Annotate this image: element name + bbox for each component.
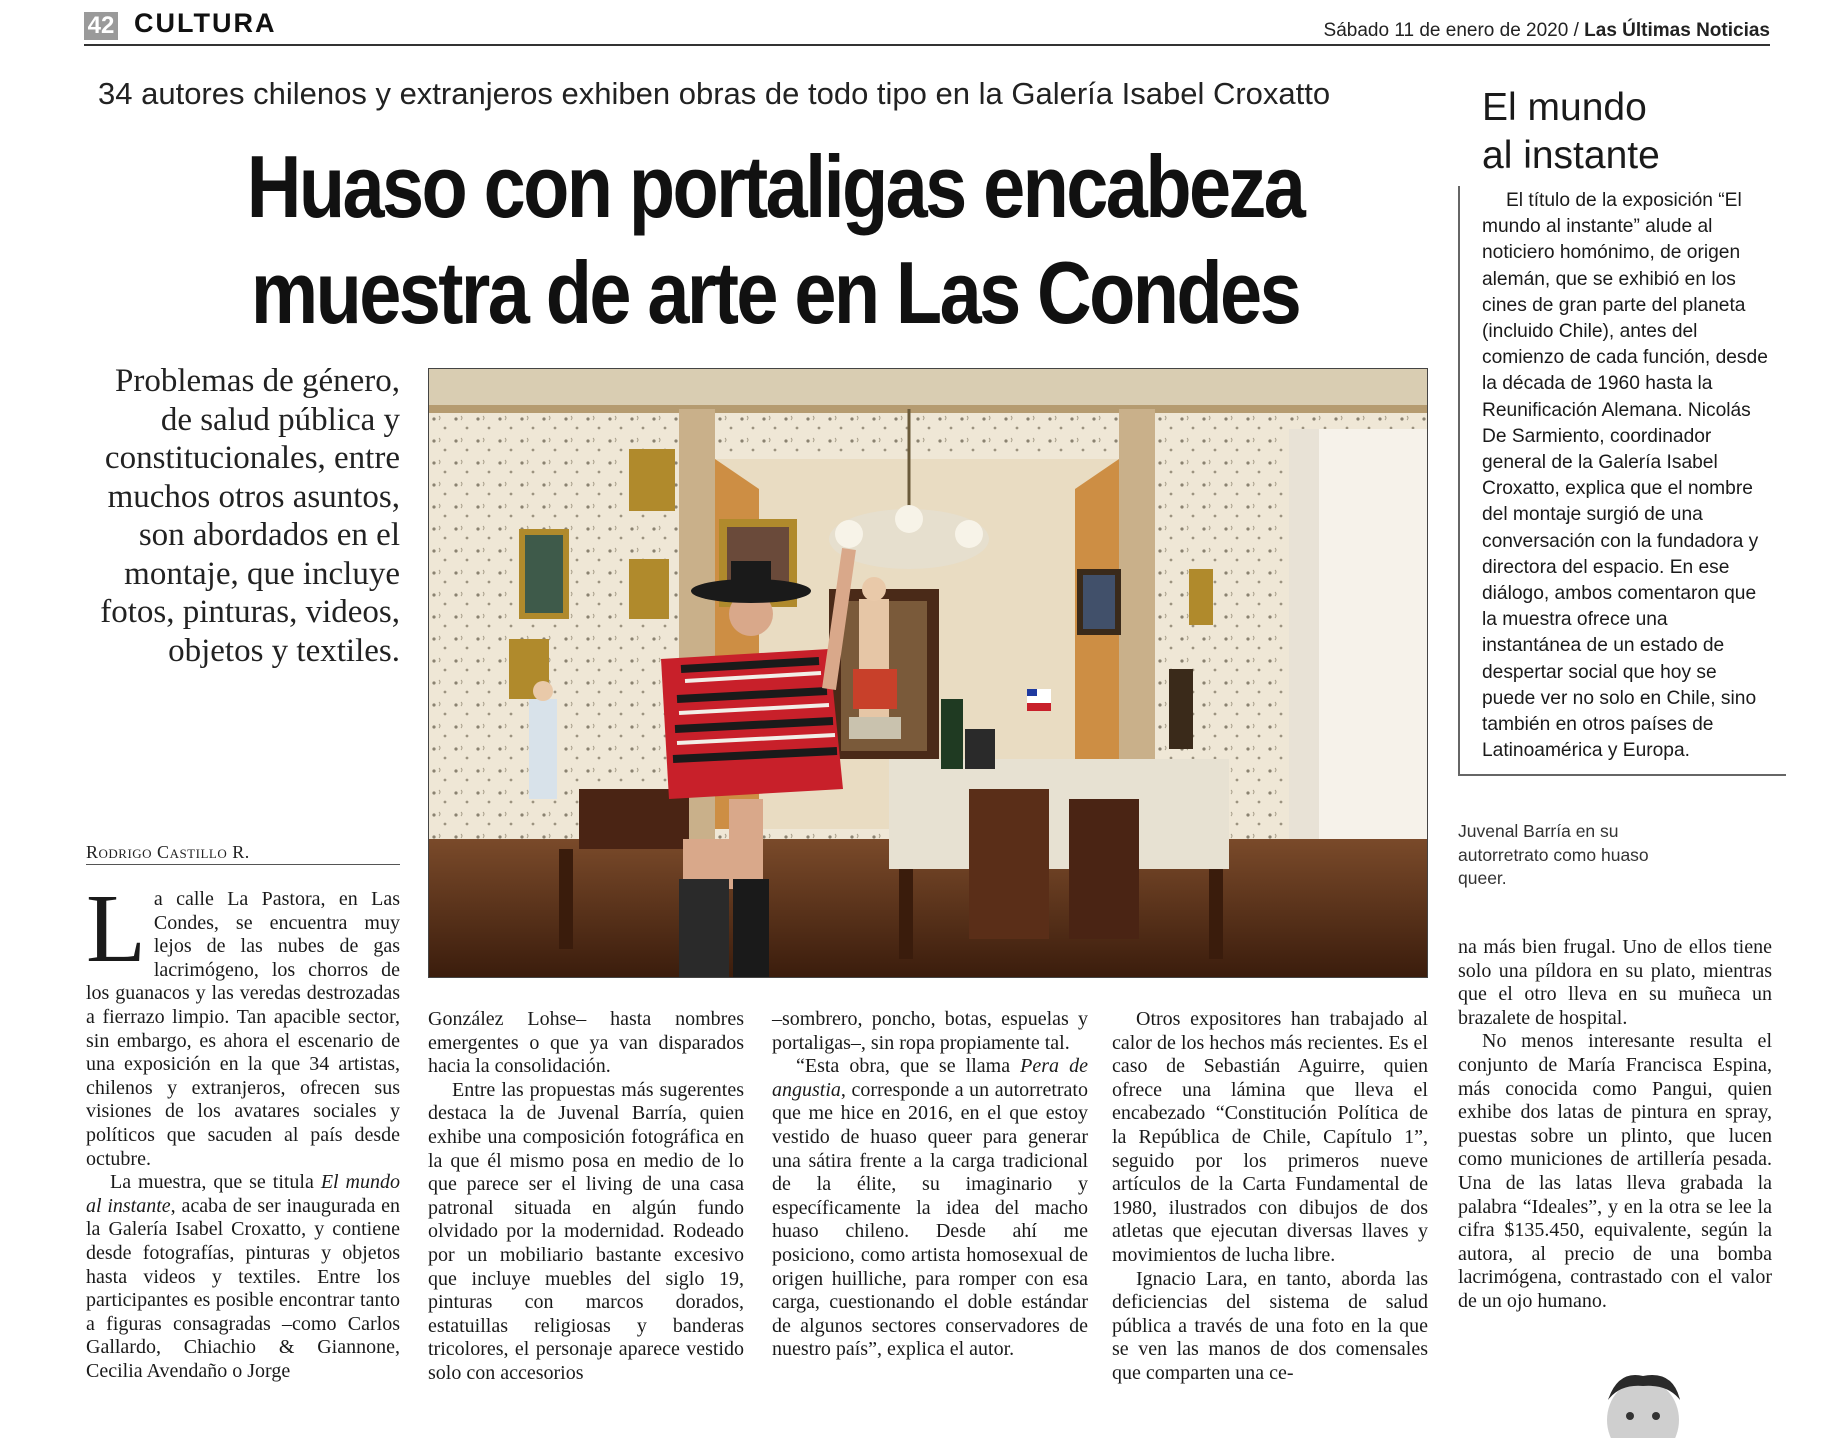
portrait-illustration	[1588, 1370, 1698, 1438]
paragraph-text: La muestra, que se titula	[110, 1171, 321, 1194]
paragraph: na más bien frugal. Uno de ellos tiene solo una píldora en su plato, mientras que el otro lleva en su muñeca un brazalete de hospital.	[1458, 936, 1772, 1029]
body-column-1	[86, 875, 401, 1383]
paragraph-text: , corresponde a un autorretrato que me hice en 2016, en el que estoy vestido de huaso queer para generar una sátira frente a la carga tradicional de la élite, su imaginario y específicamente la idea del macho huaso chileno. Desde ahí me posiciono, como artista homosexual de origen huilliche, para romper con esa carga, cuestionando el doble estándar de algunos sectores conservadores de nuestro país”, explica el autor.	[772, 1078, 1088, 1361]
byline: Rodrigo Castillo R.	[86, 842, 250, 862]
artwork-title: Pera de angustia	[772, 1055, 1088, 1101]
header-rule	[84, 44, 1770, 46]
columnist-portrait	[1588, 1370, 1698, 1438]
sidebar-title-line-2: al instante	[1482, 134, 1660, 177]
body-column-4	[1112, 1008, 1428, 1386]
paragraph: No menos interesante resulta el conjunto de María Francisca Espina, más conocida como Pangui, quien exhibe dos latas de pintura en spray, puestas sobre un plinto, que lucen como municiones de artillería pesada. Una de las latas lleva grabada la palabra “Ideales”, y en la otra se lee la cifra $135.450, equivalente, según la autora, al precio de una bomba lacrimógena, contrastado con el valor de un ojo humano.	[1458, 1030, 1772, 1312]
paragraph: –sombrero, poncho, botas, espuelas y portaligas–, sin ropa propiamente tal.	[772, 1008, 1088, 1054]
body-column-3	[772, 1008, 1088, 1362]
deck: Problemas de género, de salud pública y constitucionales, entre muchos otros asuntos, son abordados en el montaje, que incluye fotos, pinturas, videos, objetos y textiles.	[100, 363, 400, 669]
paragraph: Entre las propuestas más sugerentes destaca la de Juvenal Barría, quien exhibe una composición fotográfica en la que él mismo posa en medio de lo que parece ser el living de una casa patronal situada en algún fundo olvidado por la modernidad. Rodeado por un mobiliario bastante excesivo que incluye muebles del siglo 19, pinturas con marcos dorados, estatuillas religiosas y banderas tricolores, el personaje aparece vestido solo con accesorios	[428, 1078, 744, 1384]
paragraph: Ignacio Lara, en tanto, aborda las deficiencias del sistema de salud pública a través de una foto en la que se ven las manos de dos comensales que comparten una ce-	[1112, 1267, 1428, 1384]
headline-line-2: muestra de arte en Las Condes	[250, 243, 1300, 342]
paragraph: Otros expositores han trabajado al calor de los hechos más recientes. Es el caso de Sebastián Aguirre, quien ofrece una lámina que lleva el encabezado “Constitución Política de la República de Chile, Capítulo 1”, seguido por los primeros nueve artículos de la Carta Fundamental de 1980, ilustrados con dibujos de dos atletas que ejecutan diversas llaves y movimientos de lucha libre.	[1112, 1008, 1428, 1266]
paragraph: González Lohse– hasta nombres emergentes o que ya van disparados hacia la consolidación.	[428, 1008, 744, 1078]
byline-rule	[86, 864, 400, 865]
paragraph	[86, 1171, 400, 1383]
sidebar-paragraph: El título de la exposición “El mundo al instante” alude al noticiero homónimo, de origen alemán, que se exhibió en los cines de gran parte del planeta (incluido Chile), antes del comienzo de cada función, desde la década de 1960 hasta la Reunificación Alemana. Nicolás De Sarmiento, coordinador general de la Galería Isabel Croxatto, explica que el nombre del montaje surgió de una conversación con la fundadora y directora del espacio. En ese diálogo, ambos comentaron que la muestra ofrece una instantánea de un estado de despertar social que hoy se puede ver no solo en Chile, sino también en otros países de Latinoamérica y Europa.	[1482, 190, 1768, 762]
body-column-2	[428, 1008, 744, 1386]
section-name: CULTURA	[134, 8, 277, 38]
drop-cap: L	[86, 875, 146, 983]
paragraph-text: a calle La Pastora, en Las Condes, se encuentra muy lejos de las nubes de gas lacrimógeno, los chorros de los guanacos y las veredas destrozadas a fierrazo limpio. Tan apacible sector, sin embargo, es ahora el escenario de una exposición en la que 34 artistas, chilenos y extranjeros, ofrecen sus visiones de los avatares sociales y políticos que sacuden al país desde octubre.	[86, 888, 400, 1170]
paragraph-text: “Esta obra, que se llama	[796, 1055, 1021, 1078]
photo-caption: Juvenal Barría en su autorretrato como huaso queer.	[1458, 821, 1649, 888]
kicker: 34 autores chilenos y extranjeros exhiben obras de todo tipo en la Galería Isabel Croxatto	[98, 76, 1331, 111]
photo-illustration	[429, 369, 1428, 978]
sidebar-body	[1482, 188, 1772, 764]
body-column-5	[1458, 936, 1772, 1314]
dateline-separator: /	[1573, 20, 1579, 41]
paragraph-text: , acaba de ser inaugurada en la Galería Isabel Croxatto, y contiene desde fotografías, pinturas y objetos hasta videos y textiles. Entre los participantes es posible encontrar tanto a figuras consagradas –como Carlos Gallardo, Chiachio & Giannone, Cecilia Avendaño o Jorge	[86, 1194, 400, 1382]
paragraph	[772, 1055, 1088, 1362]
article-photo	[428, 368, 1428, 978]
page-number: 42	[84, 12, 118, 40]
dateline	[1324, 20, 1770, 42]
paragraph	[86, 875, 400, 1171]
exhibition-title: El mundo al instante	[86, 1171, 401, 1217]
sidebar-title	[1482, 84, 1782, 180]
headline	[212, 134, 1339, 346]
sidebar-title-line-1: El mundo	[1482, 86, 1647, 129]
headline-line-1: Huaso con portaligas encabeza	[246, 137, 1304, 236]
publication-name: Las Últimas Noticias	[1584, 20, 1770, 41]
issue-date: Sábado 11 de enero de 2020	[1323, 20, 1569, 41]
